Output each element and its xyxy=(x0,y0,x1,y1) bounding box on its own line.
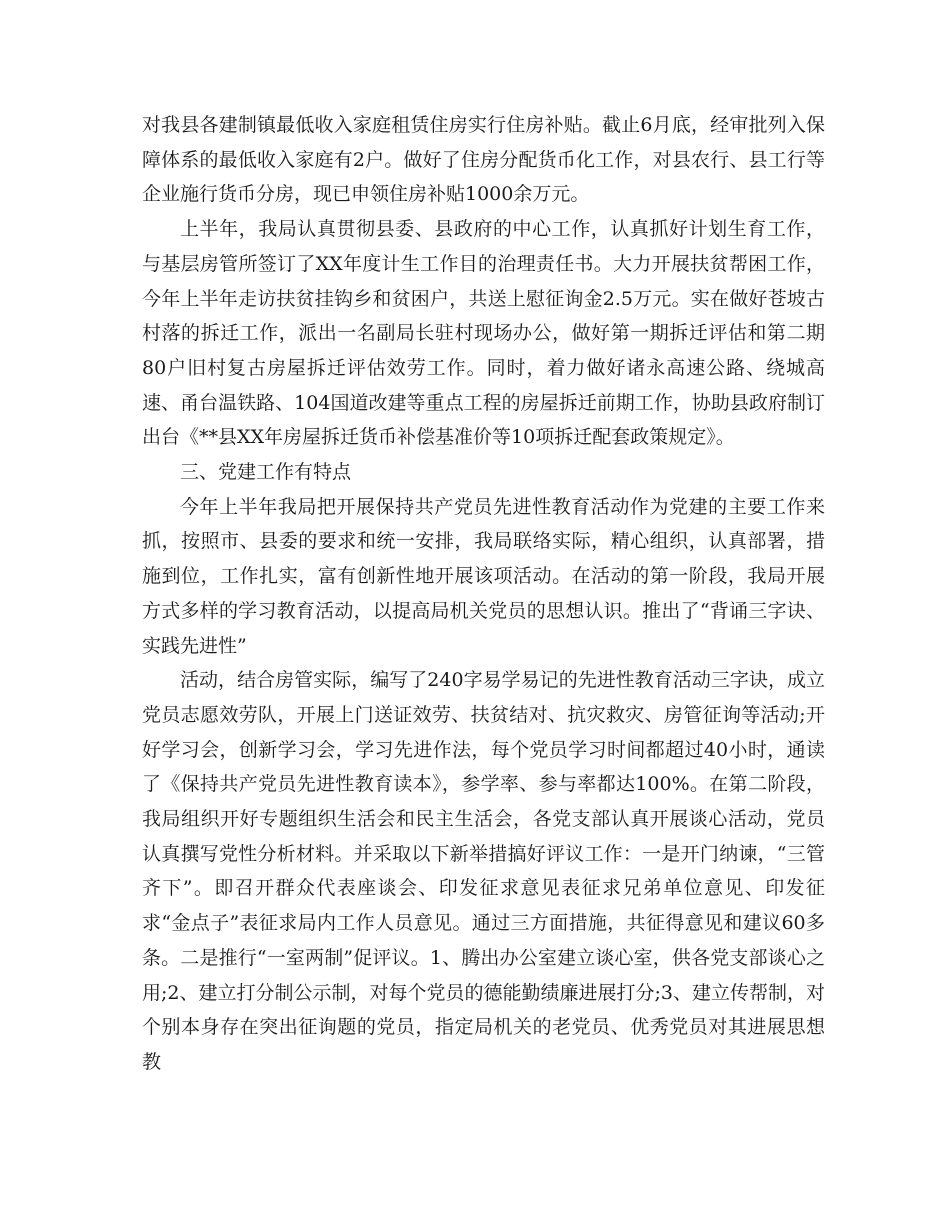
paragraph-advanced-education: 今年上半年我局把开展保持共产党员先进性教育活动作为党建的主要工作来抓，按照市、县委的要求和统一安排，我局联络实际，精心组织，认真部署，措施到位，工作扎实，富有创新性地开展该项活动。在活动的第一阶段，我局开展方式多样的学习教育活动，以提高局机关党员的思想认识。推出了“背诵三字诀、实践先进性” xyxy=(142,495,825,657)
document-body xyxy=(142,108,825,1080)
paragraph-housing-subsidy: 对我县各建制镇最低收入家庭租赁住房实行住房补贴。截止6月底，经审批列入保障体系的最低收入家庭有2户。做好了住房分配货币化工作，对县农行、县工行等企业施行货币分房，现已申领住房补贴1000余万元。 xyxy=(142,114,825,206)
paragraph-first-half-work: 上半年，我局认真贯彻县委、县政府的中心工作，认真抓好计划生育工作，与基层房管所签订了XX年度计生工作目的治理责任书。大力开展扶贫帮困工作，今年上半年走访扶贫挂钩乡和贫困户，共送上慰征询金2.5万元。实在做好苍坡古村落的拆迁工作，派出一名副局长驻村现场办公，做好第一期拆迁评估和第二期80户旧村复古房屋拆迁评估效劳工作。同时，着力做好诸永高速公路、绕城高速、甬台温铁路、104国道改建等重点工程的房屋拆迁前期工作，协助县政府制订出台《**县XX年房屋拆迁货币补偿基准价等10项拆迁配套政策规定》。 xyxy=(142,218,825,449)
paragraph-activities: 活动，结合房管实际，编写了240字易学易记的先进性教育活动三字诀，成立党员志愿效劳队，开展上门送证效劳、扶贫结对、抗灾救灾、房管征询等活动;开好学习会，创新学习会，学习先进作法，每个党员学习时间都超过40小时，通读了《保持共产党员先进性教育读本》，参学率、参与率都达100%。在第二阶段，我局组织开好专题组织生活会和民主生活会，各党支部认真开展谈心活动，党员认真撰写党性分析材料。并采取以下新举措搞好评议工作：一是开门纳谏，“三管齐下”。即召开群众代表座谈会、印发征求意见表征求兄弟单位意见、印发征求“金点子”表征求局内工作人员意见。通过三方面措施，共征得意见和建议60多条。二是推行“一室两制”促评议。1、腾出办公室建立谈心室，供各党支部谈心之用;2、建立打分制公示制，对每个党员的德能勤绩廉进展打分;3、建立传帮制，对个别本身存在突出征询题的党员，指定局机关的老党员、优秀党员对其进展思想教 xyxy=(142,669,825,1073)
section-heading-party-building: 三、党建工作有特点 xyxy=(180,461,352,484)
